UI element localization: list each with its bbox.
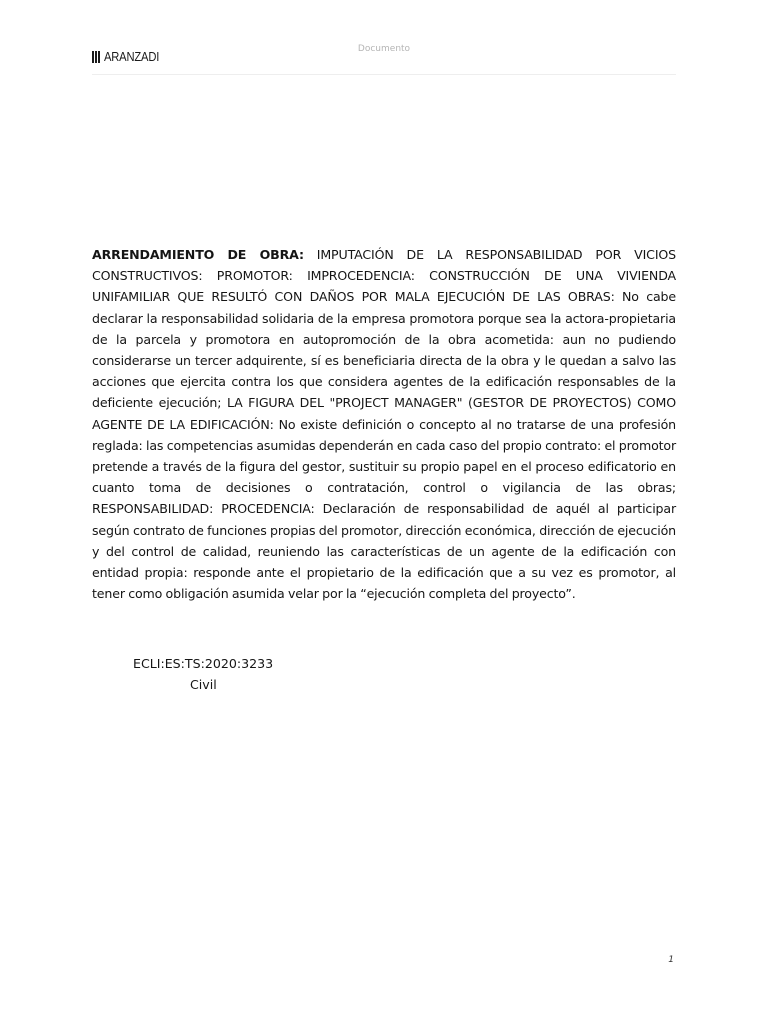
summary-lead: ARRENDAMIENTO DE OBRA: — [92, 247, 304, 262]
jurisdiction-label: Civil — [190, 677, 217, 692]
ecli-identifier: ECLI:ES:TS:2020:3233 — [133, 656, 274, 671]
logo-text: ARANZADI — [103, 49, 159, 64]
document-label: Documento — [357, 44, 411, 54]
page-number: 1 — [668, 955, 674, 965]
page-header — [92, 40, 676, 75]
summary-paragraph — [92, 244, 676, 604]
summary-body: IMPUTACIÓN DE LA RESPONSABILIDAD POR VICIOS CONSTRUCTIVOS: PROMOTOR: IMPROCEDENCIA: CONSTRUCCIÓN DE UNA VIVIENDA UNIFAMILIAR QUE RESULTÓ CON DAÑOS POR MALA EJECUCIÓN DE LAS OBRAS: No cabe declarar la responsabilidad solidaria de la empresa promotora porque sea la actora-propietaria de la parcela y promotora en autopromoción de la obra acometida: aun no pudiendo considerarse un tercer adquirente, sí es beneficiaria directa de la obra y le quedan a salvo las acciones que ejercita contra los que considera agentes de la edificación responsables de la deficiente ejecución; LA FIGURA DEL "PROJECT MANAGER" (GESTOR DE PROYECTOS) COMO AGENTE DE LA EDIFICACIÓN: No existe definición o concepto al no tratarse de una profesión reglada: las competencias asumidas dependerán en cada caso del propio contrato: el promotor pretende a través de la figura del gestor, sustituir su propio papel en el proceso edificatorio en cuanto toma de decisiones o contratación, control o vigilancia de las obras; RESPONSABILIDAD: PROCEDENCIA: Declaración de responsabilidad de aquél al participar según contrato de funciones propias del promotor, dirección económica, dirección de ejecución y del control de calidad, reuniendo las características de un agente de la edificación con entidad propia: responde ante el propietario de la edificación que a su vez es promotor, al tener como obligación asumida velar por la “ejecución completa del proyecto”. — [92, 247, 676, 602]
